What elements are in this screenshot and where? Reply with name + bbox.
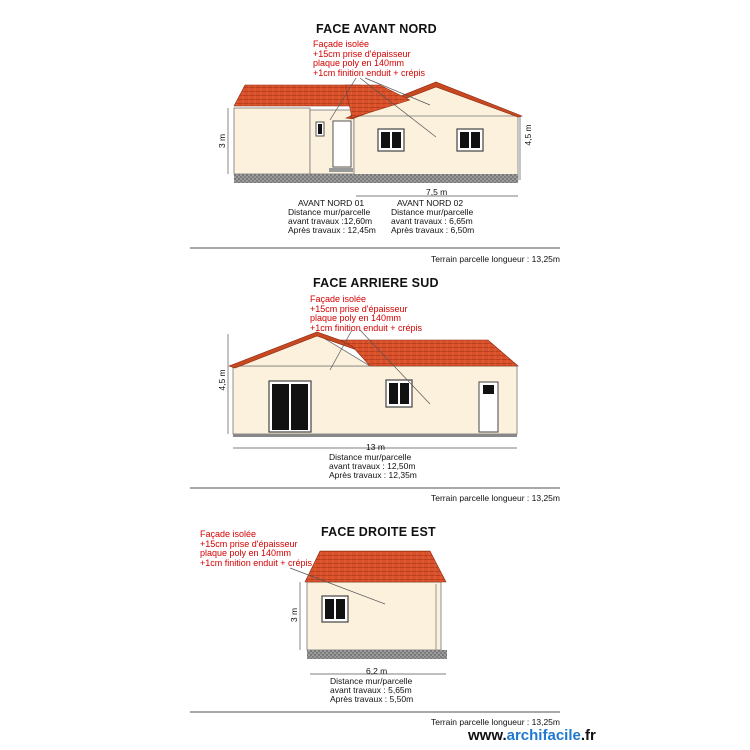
north-terrain-length: Terrain parcelle longueur : 13,25m: [431, 254, 560, 264]
north-block-01: AVANT NORD 01 Distance mur/parcelle avant travaux :12,60m Après travaux : 12,45m: [288, 198, 376, 235]
south-facade-drawing: [228, 330, 518, 448]
south-terrain-length: Terrain parcelle longueur : 13,25m: [431, 493, 560, 503]
east-terrain-length: Terrain parcelle longueur : 13,25m: [431, 717, 560, 727]
south-width: 13 m: [366, 442, 385, 452]
south-roof: [340, 340, 518, 366]
north-width: 7,5 m: [426, 187, 448, 197]
south-facade-insulation-note: Façade isolée +15cm prise d'épaisseur plaque poly en 140mm +1cm finition enduit + crépis: [310, 294, 423, 333]
south-facade-title: FACE ARRIERE SUD: [313, 276, 439, 290]
north-left-height: 3 m: [217, 133, 227, 149]
north-right-height: 4,5 m: [523, 124, 533, 146]
entry-door: [333, 121, 351, 167]
east-distance-block: Distance mur/parcelle avant travaux : 5,65m Après travaux : 5,50m: [330, 676, 414, 704]
east-width: 6,2 m: [366, 666, 388, 676]
annex-roof: [234, 85, 360, 106]
east-height: 3 m: [289, 607, 299, 623]
north-block-02: AVANT NORD 02 Distance mur/parcelle avant travaux : 6,65m Après travaux : 6,50m: [391, 198, 475, 235]
annex-wall: [234, 108, 310, 174]
north-facade-title: FACE AVANT NORD: [316, 22, 437, 36]
north-facade-drawing: [228, 78, 522, 196]
east-facade-insulation-note: Façade isolée +15cm prise d'épaisseur plaque poly en 140mm +1cm finition enduit + crépis: [200, 529, 313, 568]
south-height: 4,5 m: [217, 369, 227, 391]
north-facade-insulation-note: Façade isolée +15cm prise d'épaisseur plaque poly en 140mm +1cm finition enduit + crépis: [313, 39, 426, 78]
east-facade-title: FACE DROITE EST: [321, 525, 436, 539]
archifacile-watermark[interactable]: www.archifacile.fr: [468, 727, 596, 744]
east-facade-drawing: [290, 551, 447, 674]
south-distance-block: Distance mur/parcelle avant travaux : 12,50m Après travaux : 12,35m: [329, 452, 417, 480]
east-roof: [305, 551, 446, 582]
